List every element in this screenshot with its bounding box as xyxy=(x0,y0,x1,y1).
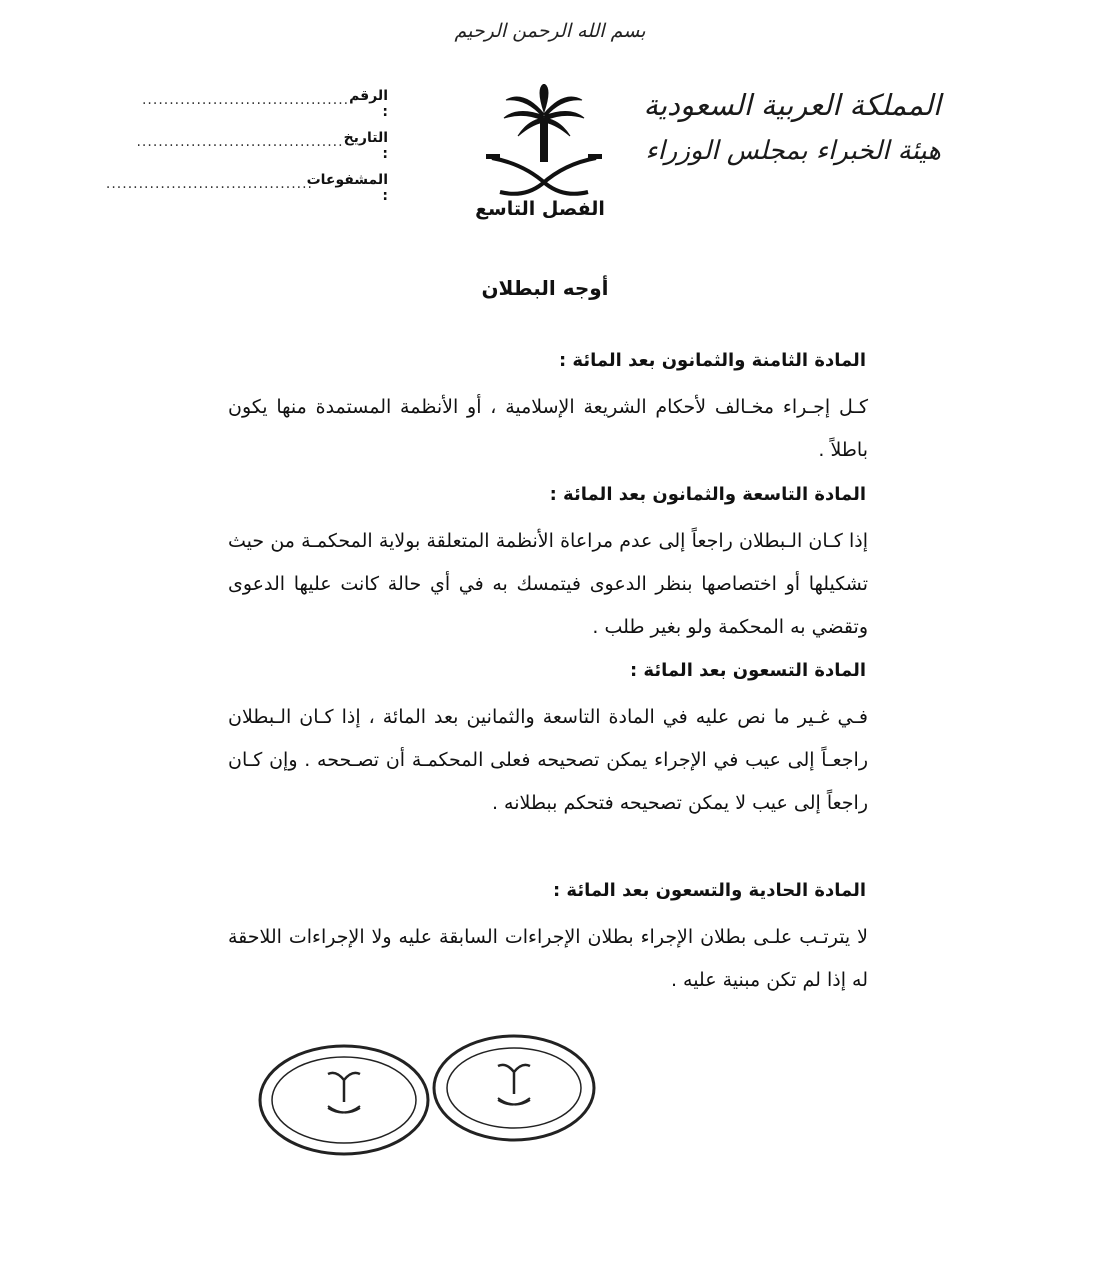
attachments-label: المشفوعات : xyxy=(306,172,388,204)
number-field xyxy=(141,88,388,130)
number-blank: ...................................... xyxy=(141,92,350,108)
article-191-title: المادة الحادية والتسعون بعد المائة : xyxy=(552,880,866,901)
article-188-title: المادة الثامنة والثمانون بعد المائة : xyxy=(558,350,866,371)
article-189-text: إذا كـان الـبطلان راجعاً إلى عدم مراعاة الأنظمة المتعلقة بولاية المحكمـة من حيث تشكيلها أو اختصاصها بنظر الدعوى فيتمسك به في أي حالة كانت عليها الدعوى وتقضي به المحكمة ولو بغير طلب . xyxy=(228,530,868,638)
attachments-field xyxy=(105,172,388,214)
issuer-block xyxy=(641,82,941,174)
attachments-blank: ...................................... xyxy=(105,176,313,192)
article-191-text: لا يترتـب علـى بطلان الإجراء بطلان الإجراءات السابقة عليه ولا الإجراءات اللاحقة له إذا لم تكن مبنية عليه . xyxy=(228,926,868,991)
number-label: الرقم : xyxy=(349,88,388,120)
date-blank: ...................................... xyxy=(136,134,344,150)
reference-fields xyxy=(105,88,388,214)
section-heading: أوجه البطلان xyxy=(481,276,609,300)
article-190-text: فـي غـير ما نص عليه في المادة التاسعة والثمانين بعد المائة ، إذا كـان الـبطلان راجعـاً إلى عيب في الإجراء يمكن تصحيحه فعلى المحكمـة أن تصـححه . وإن كـان راجعاً إلى عيب لا يمكن تصحيحه فتحكم ببطلانه . xyxy=(228,706,868,814)
authority-name: هيئة الخبراء بمجلس الوزراء xyxy=(645,136,941,166)
article-188-text: كـل إجـراء مخـالف لأحكام الشريعة الإسلامية ، أو الأنظمة المستمدة منها يكون باطلاً . xyxy=(228,396,868,461)
experts-commission-stamp xyxy=(260,1046,428,1154)
date-label: التاريخ : xyxy=(343,130,388,162)
article-190-title: المادة التسعون بعد المائة : xyxy=(629,660,866,681)
date-field xyxy=(136,130,388,172)
cabinet-secretariat-stamp xyxy=(434,1036,594,1140)
kingdom-name: المملكة العربية السعودية xyxy=(643,88,941,122)
official-stamps xyxy=(258,1028,598,1168)
article-189-title: المادة التاسعة والثمانون بعد المائة : xyxy=(549,484,866,505)
basmala: بسم الله الرحمن الرحيم xyxy=(454,20,646,42)
palm-swords-emblem xyxy=(484,84,604,202)
chapter-title: الفصل التاسع xyxy=(475,198,605,220)
